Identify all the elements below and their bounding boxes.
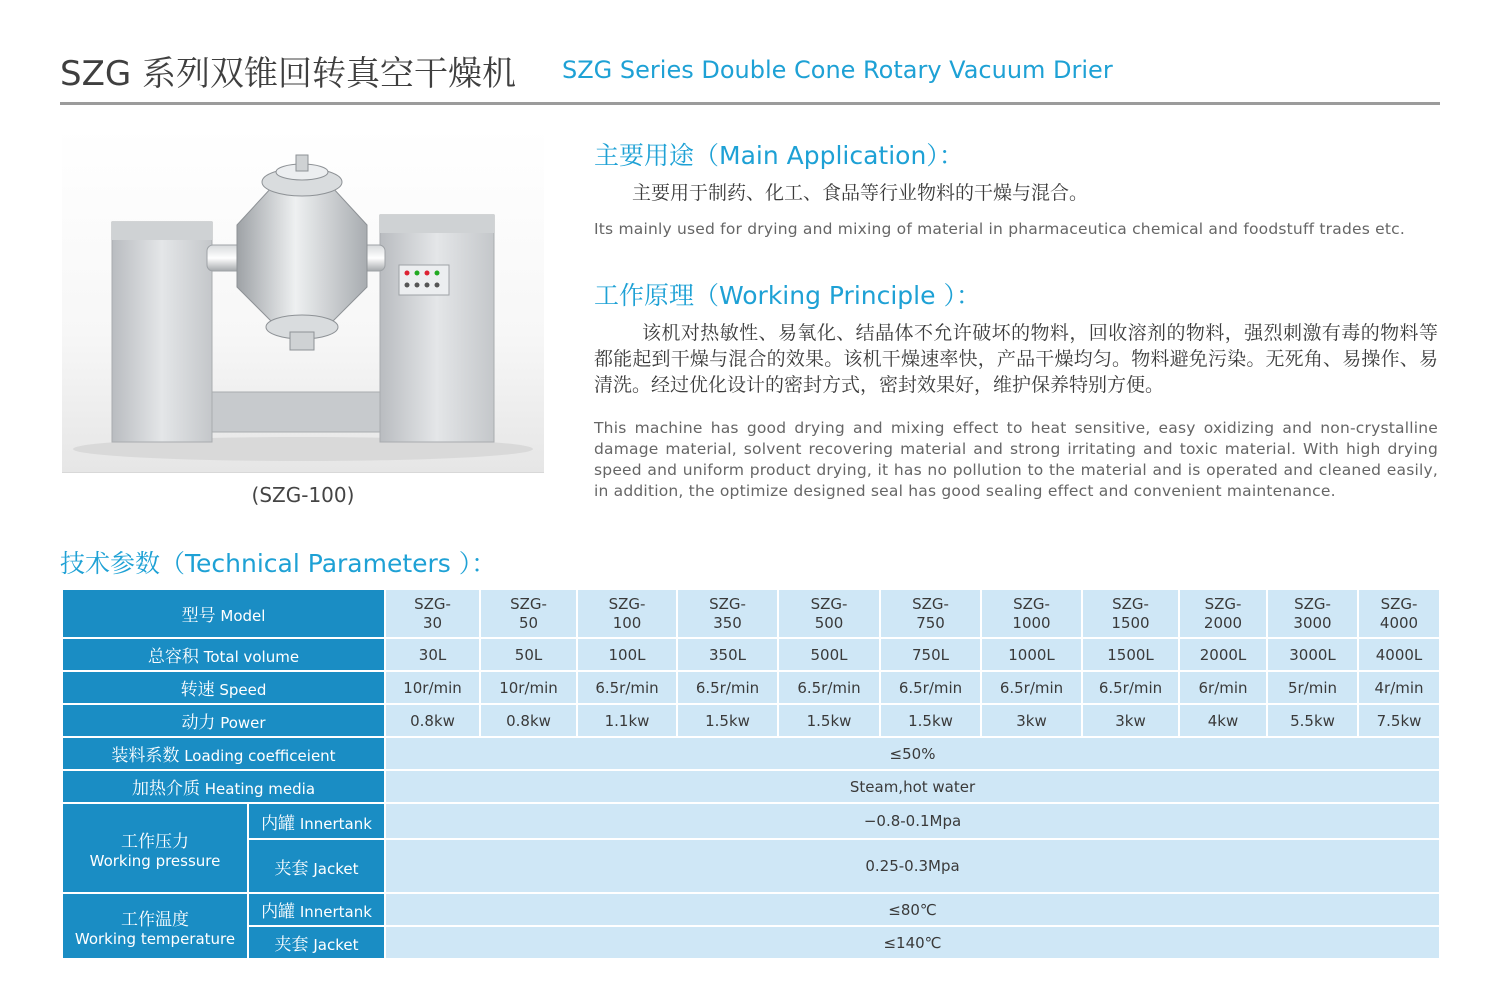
- speed-cell: 6.5r/min: [1082, 671, 1179, 704]
- label-heating: 加热介质 Heating media: [62, 770, 385, 803]
- page-header: [60, 46, 1440, 105]
- double-cone-vessel: [237, 187, 367, 322]
- table-row-power: [62, 704, 1440, 737]
- speed-cell: 10r/min: [480, 671, 577, 704]
- page-title-cn: SZG 系列双锥回转真空干燥机: [60, 54, 517, 94]
- page-title-en: SZG Series Double Cone Rotary Vacuum Drier: [562, 56, 1113, 84]
- application-heading: 主要用途（Main Application）：: [594, 141, 964, 170]
- volume-cell: 50L: [480, 638, 577, 671]
- label-speed: 转速 Speed: [62, 671, 385, 704]
- left-pedestal: [112, 222, 212, 442]
- label-power: 动力 Power: [62, 704, 385, 737]
- table-row-model: [62, 589, 1440, 638]
- volume-cell: 100L: [577, 638, 677, 671]
- volume-cell: 500L: [778, 638, 880, 671]
- label-temp-innertank: 内罐 Innertank: [248, 893, 385, 926]
- right-pedestal: [380, 215, 494, 442]
- table-row-pressure-inner: [62, 803, 1440, 839]
- label-pressure-innertank: 内罐 Innertank: [248, 803, 385, 839]
- parameters-heading: 技术参数（Technical Parameters ）：: [60, 549, 497, 578]
- speed-cell: 10r/min: [385, 671, 480, 704]
- model-cell: SZG- 350: [677, 589, 778, 638]
- model-cell: SZG- 750: [880, 589, 981, 638]
- speed-cell: 4r/min: [1358, 671, 1440, 704]
- application-text-cn: 主要用于制药、化工、食品等行业物料的干燥与混合。: [632, 182, 1089, 204]
- speed-cell: 6.5r/min: [677, 671, 778, 704]
- volume-cell: 1500L: [1082, 638, 1179, 671]
- volume-cell: 30L: [385, 638, 480, 671]
- power-cell: 1.5kw: [778, 704, 880, 737]
- volume-cell: 2000L: [1179, 638, 1267, 671]
- power-cell: 0.8kw: [385, 704, 480, 737]
- pressure-inner-value: −0.8-0.1Mpa: [385, 803, 1440, 839]
- model-cell: SZG- 30: [385, 589, 480, 638]
- temp-jacket-value: ≤140℃: [385, 926, 1440, 959]
- volume-cell: 1000L: [981, 638, 1082, 671]
- label-model: 型号 Model: [62, 589, 385, 638]
- power-cell: 0.8kw: [480, 704, 577, 737]
- volume-cell: 3000L: [1267, 638, 1358, 671]
- volume-cell: 4000L: [1358, 638, 1440, 671]
- label-temperature: 工作温度 Working temperature: [62, 893, 248, 959]
- heating-value: Steam,hot water: [385, 770, 1440, 803]
- power-cell: 7.5kw: [1358, 704, 1440, 737]
- model-cell: SZG- 1500: [1082, 589, 1179, 638]
- model-cell: SZG- 500: [778, 589, 880, 638]
- speed-cell: 6.5r/min: [778, 671, 880, 704]
- label-pressure: 工作压力 Working pressure: [62, 803, 248, 893]
- principle-heading: 工作原理（Working Principle ）：: [594, 281, 981, 310]
- power-cell: 3kw: [981, 704, 1082, 737]
- drier-machine-illustration: [62, 127, 544, 472]
- base-beam: [212, 392, 380, 432]
- label-loading: 装料系数 Loading coefficeient: [62, 737, 385, 770]
- model-cell: SZG- 4000: [1358, 589, 1440, 638]
- table-row-temp-inner: [62, 893, 1440, 926]
- model-cell: SZG- 3000: [1267, 589, 1358, 638]
- control-panel: [399, 265, 449, 295]
- volume-cell: 350L: [677, 638, 778, 671]
- power-cell: 4kw: [1179, 704, 1267, 737]
- table-row-heating: [62, 770, 1440, 803]
- power-cell: 1.5kw: [880, 704, 981, 737]
- product-photo: [62, 127, 544, 473]
- table-row-loading: [62, 737, 1440, 770]
- temp-inner-value: ≤80℃: [385, 893, 1440, 926]
- table-row-temp-jacket: [62, 926, 1440, 959]
- table-row-pressure-jacket: [62, 839, 1440, 893]
- power-cell: 1.1kw: [577, 704, 677, 737]
- speed-cell: 6.5r/min: [981, 671, 1082, 704]
- parameters-table: [61, 588, 1441, 960]
- pressure-jacket-value: 0.25-0.3Mpa: [385, 839, 1440, 893]
- application-text-en: Its mainly used for drying and mixing of material in pharmaceutica chemical and foodstuff trades etc.: [594, 220, 1405, 238]
- speed-cell: 6r/min: [1179, 671, 1267, 704]
- model-cell: SZG- 2000: [1179, 589, 1267, 638]
- label-pressure-jacket: 夹套 Jacket: [248, 839, 385, 893]
- speed-cell: 5r/min: [1267, 671, 1358, 704]
- loading-value: ≤50%: [385, 737, 1440, 770]
- speed-cell: 6.5r/min: [880, 671, 981, 704]
- label-temp-jacket: 夹套 Jacket: [248, 926, 385, 959]
- model-cell: SZG- 1000: [981, 589, 1082, 638]
- photo-caption: (SZG-100): [251, 483, 355, 507]
- power-cell: 3kw: [1082, 704, 1179, 737]
- table-row-volume: [62, 638, 1440, 671]
- power-cell: 5.5kw: [1267, 704, 1358, 737]
- volume-cell: 750L: [880, 638, 981, 671]
- principle-text-en: This machine has good drying and mixing effect to heat sensitive, easy oxidizing and non-crystalline damage material, solvent recovering material and strong irritating and toxic material. With high drying speed and uniform product drying, it has no pollution to the material and is operated and cleaned easily, in addition, the optimize designed seal has good sealing effect and convenient maintenance.: [594, 419, 1438, 500]
- model-cell: SZG- 100: [577, 589, 677, 638]
- speed-cell: 6.5r/min: [577, 671, 677, 704]
- power-cell: 1.5kw: [677, 704, 778, 737]
- principle-text-cn: 该机对热敏性、易氧化、结晶体不允许破坏的物料，回收溶剂的物料，强烈刺激有毒的物料等都能起到干燥与混合的效果。该机干燥速率快，产品干燥均匀。物料避免污染。无死角、易操作、易清洗。经过优化设计的密封方式，密封效果好，维护保养特别方便。: [594, 322, 1438, 396]
- label-volume: 总容积 Total volume: [62, 638, 385, 671]
- table-row-speed: [62, 671, 1440, 704]
- model-cell: SZG- 50: [480, 589, 577, 638]
